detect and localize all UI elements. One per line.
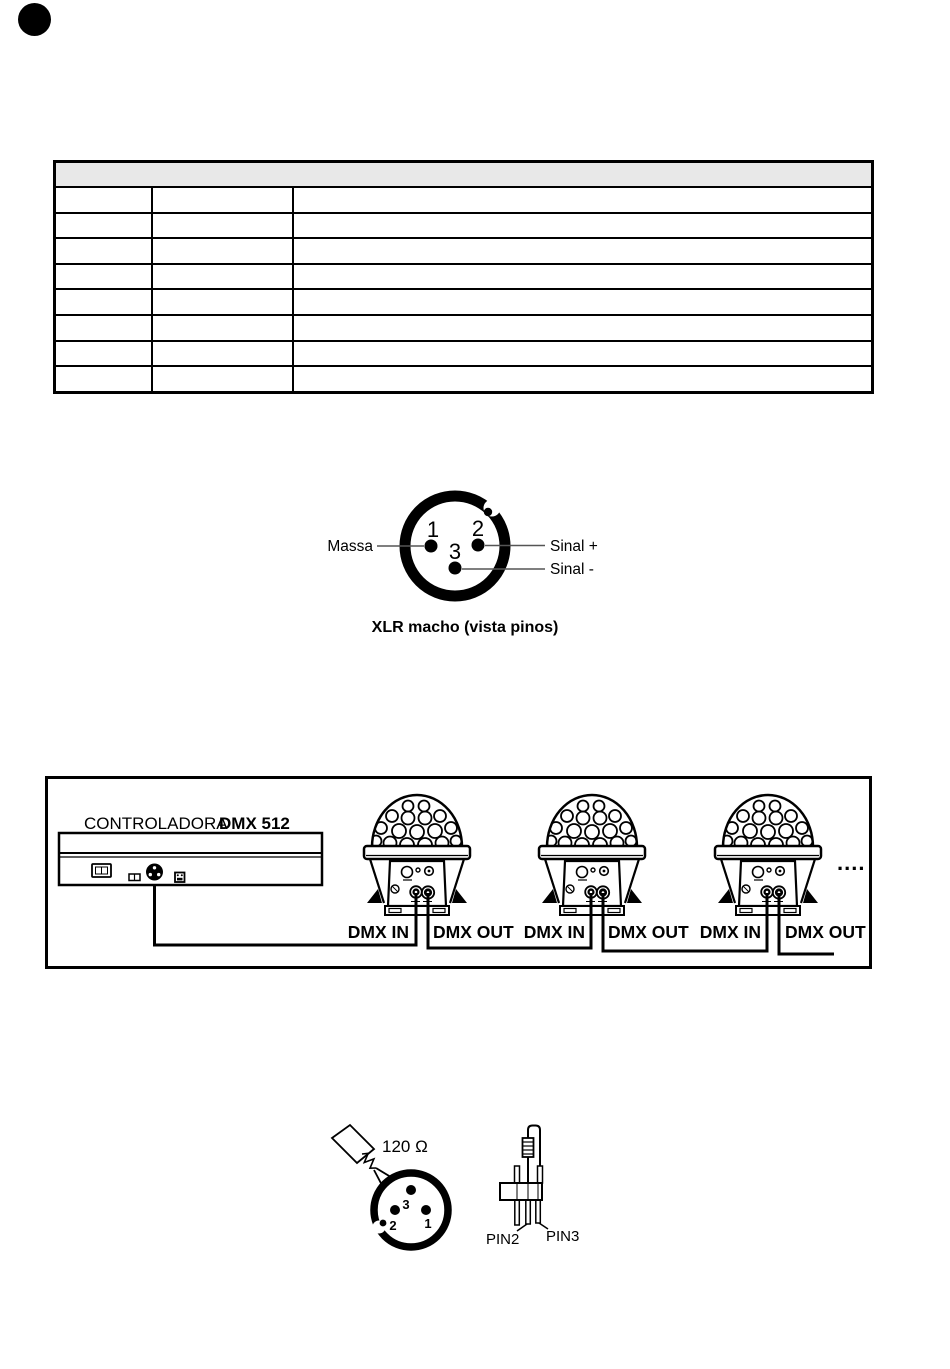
table-row bbox=[55, 289, 873, 315]
table-cell bbox=[293, 315, 873, 341]
table-cell bbox=[152, 187, 293, 213]
terminator-pin2-number: 2 bbox=[389, 1218, 397, 1233]
terminator-pin3-dot bbox=[406, 1185, 416, 1195]
terminator-pin3-number: 3 bbox=[402, 1197, 410, 1212]
table-cell bbox=[293, 366, 873, 392]
xlr-ground-label: Massa bbox=[327, 538, 373, 555]
terminator-pin1-number: 1 bbox=[424, 1216, 432, 1231]
table-cell bbox=[293, 264, 873, 290]
spec-table-container bbox=[53, 160, 874, 394]
table-row bbox=[55, 341, 873, 367]
table-cell bbox=[55, 187, 152, 213]
spec-table-header-row bbox=[55, 162, 873, 188]
pin3-callout-label: PIN3 bbox=[546, 1228, 580, 1245]
xlr-pin1-number: 1 bbox=[426, 517, 440, 542]
table-cell bbox=[152, 213, 293, 239]
fixture2-dmx-out-label: DMX OUT bbox=[608, 922, 689, 942]
table-cell bbox=[152, 264, 293, 290]
xlr-signal-minus-label: Sinal - bbox=[550, 561, 594, 578]
fixture3-dmx-out-label: DMX OUT bbox=[785, 922, 866, 942]
table-row bbox=[55, 366, 873, 392]
table-row bbox=[55, 213, 873, 239]
xlr-pin3-number: 3 bbox=[448, 539, 462, 564]
terminator-pin2-dot bbox=[390, 1205, 400, 1215]
table-cell bbox=[293, 187, 873, 213]
table-cell bbox=[293, 238, 873, 264]
xlr-pin2-number: 2 bbox=[471, 516, 485, 541]
table-cell bbox=[293, 213, 873, 239]
table-cell bbox=[152, 366, 293, 392]
fixture1-dmx-in-label: DMX IN bbox=[347, 922, 409, 942]
fixture2-dmx-in-label: DMX IN bbox=[523, 922, 585, 942]
dmx-controller bbox=[59, 833, 322, 885]
table-row bbox=[55, 238, 873, 264]
spec-table bbox=[53, 160, 874, 394]
fixture3-dmx-in-label: DMX IN bbox=[699, 922, 761, 942]
table-cell bbox=[152, 341, 293, 367]
table-cell bbox=[293, 289, 873, 315]
table-cell bbox=[152, 289, 293, 315]
table-row bbox=[55, 187, 873, 213]
table-cell bbox=[55, 315, 152, 341]
table-row bbox=[55, 315, 873, 341]
controller-xlr-out-icon bbox=[146, 864, 163, 881]
terminator-diagram bbox=[310, 1110, 600, 1260]
controller-title-model: DMX 512 bbox=[219, 814, 290, 833]
table-cell bbox=[55, 238, 152, 264]
resistor-value-label: 120 Ω bbox=[382, 1137, 428, 1156]
controller-title: CONTROLADORA bbox=[84, 814, 228, 833]
table-cell bbox=[55, 213, 152, 239]
xlr-male-diagram bbox=[300, 480, 640, 640]
header-plug-icon bbox=[500, 1126, 548, 1232]
table-row bbox=[55, 264, 873, 290]
xlr-terminator-ring-icon bbox=[373, 1173, 449, 1247]
spec-table-header-cell bbox=[55, 162, 873, 188]
table-cell bbox=[152, 315, 293, 341]
table-cell bbox=[55, 366, 152, 392]
table-cell bbox=[152, 238, 293, 264]
fixture1-dmx-out-label: DMX OUT bbox=[433, 922, 514, 942]
xlr-diagram-caption: XLR macho (vista pinos) bbox=[371, 619, 559, 636]
table-cell bbox=[293, 341, 873, 367]
dmx-chain-diagram bbox=[45, 776, 872, 970]
table-cell bbox=[55, 264, 152, 290]
pin2-callout-label: PIN2 bbox=[486, 1231, 520, 1248]
table-cell bbox=[55, 341, 152, 367]
table-cell bbox=[55, 289, 152, 315]
chain-continuation-dots: .... bbox=[837, 850, 866, 875]
section-bullet-dot bbox=[18, 3, 51, 36]
terminator-pin1-dot bbox=[421, 1205, 431, 1215]
xlr-signal-plus-label: Sinal + bbox=[550, 538, 598, 555]
